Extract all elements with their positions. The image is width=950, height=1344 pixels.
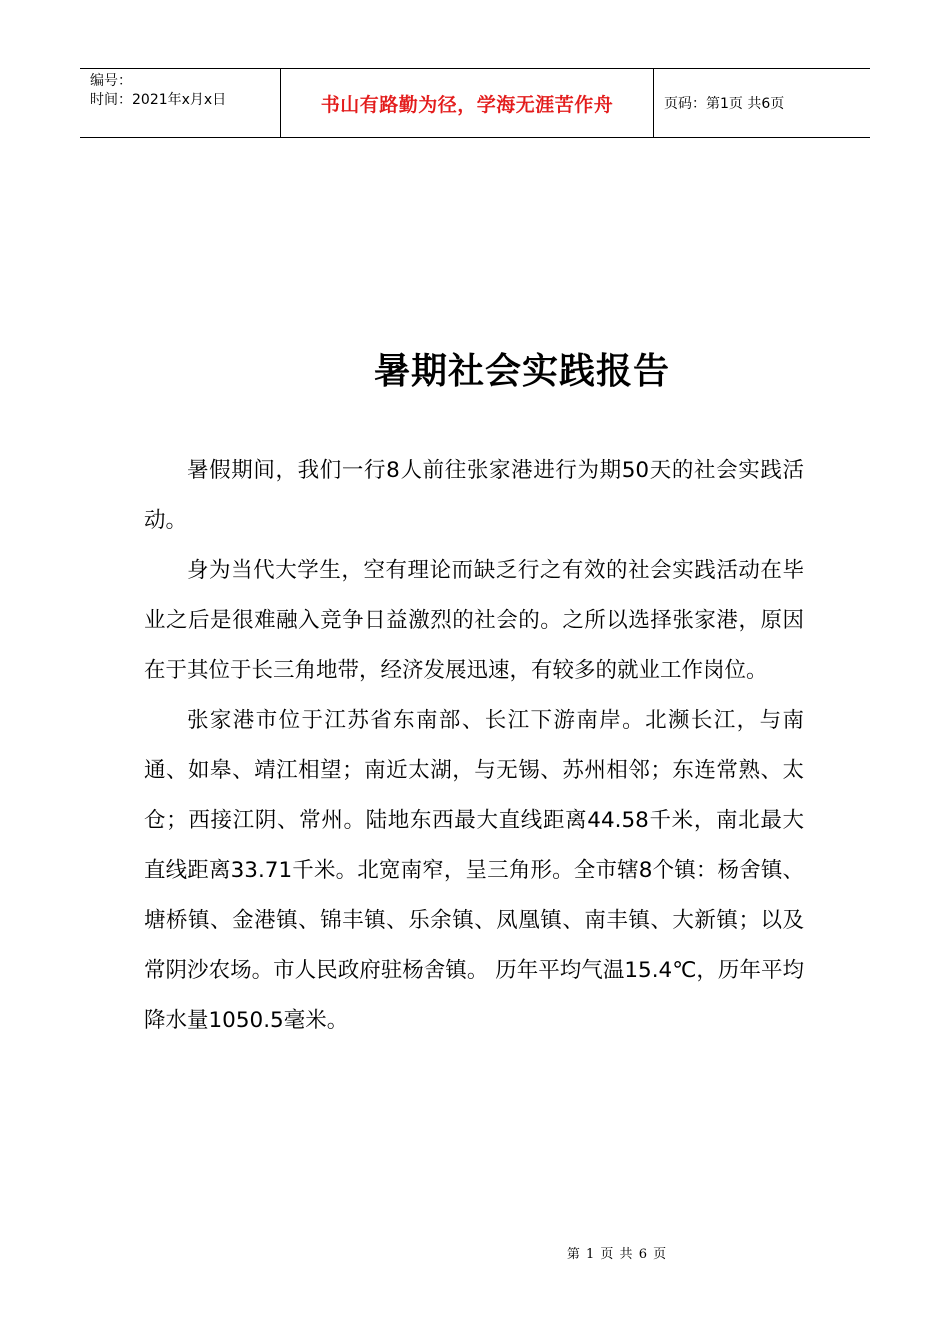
document-title: 暑期社会实践报告 <box>373 351 670 392</box>
header-meta-cell <box>80 69 281 137</box>
body-paragraph: 暑假期间，我们一行8人前往张家港进行为期50天的社会实践活动。 <box>144 458 804 533</box>
header-page-info: 页码：第1页 共6页 <box>664 96 785 112</box>
body-paragraph: 身为当代大学生，空有理论而缺乏行之有效的社会实践活动在毕业之后是很难融入竞争日益激烈的社会的。之所以选择张家港，原因在于其位于长三角地带，经济发展迅速，有较多的就业工作岗位。 <box>144 558 804 683</box>
document-time-label: 时间：2021年x月x日 <box>90 92 227 108</box>
document-number-label: 编号： <box>90 73 132 89</box>
header-motto: 书山有路勤为径，学海无涯苦作舟 <box>281 69 654 137</box>
document-body <box>144 446 804 1046</box>
page-header <box>80 68 870 138</box>
body-paragraph: 张家港市位于江苏省东南部、长江下游南岸。北濒长江，与南通、如皋、靖江相望；南近太湖，与无锡、苏州相邻；东连常熟、太仓；西接江阴、常州。陆地东西最大直线距离44.58千米，南北最大直线距离33.71千米。北宽南窄，呈三角形。全市辖8个镇：杨舍镇、塘桥镇、金港镇、锦丰镇、乐余镇、凤凰镇、南丰镇、大新镇；以及常阴沙农场。市人民政府驻杨舍镇。 历年平均气温15.4℃，历年平均降水量1050.5毫米。 <box>144 708 804 1033</box>
page-footer: 第 1 页 共 6 页 <box>566 1247 668 1262</box>
